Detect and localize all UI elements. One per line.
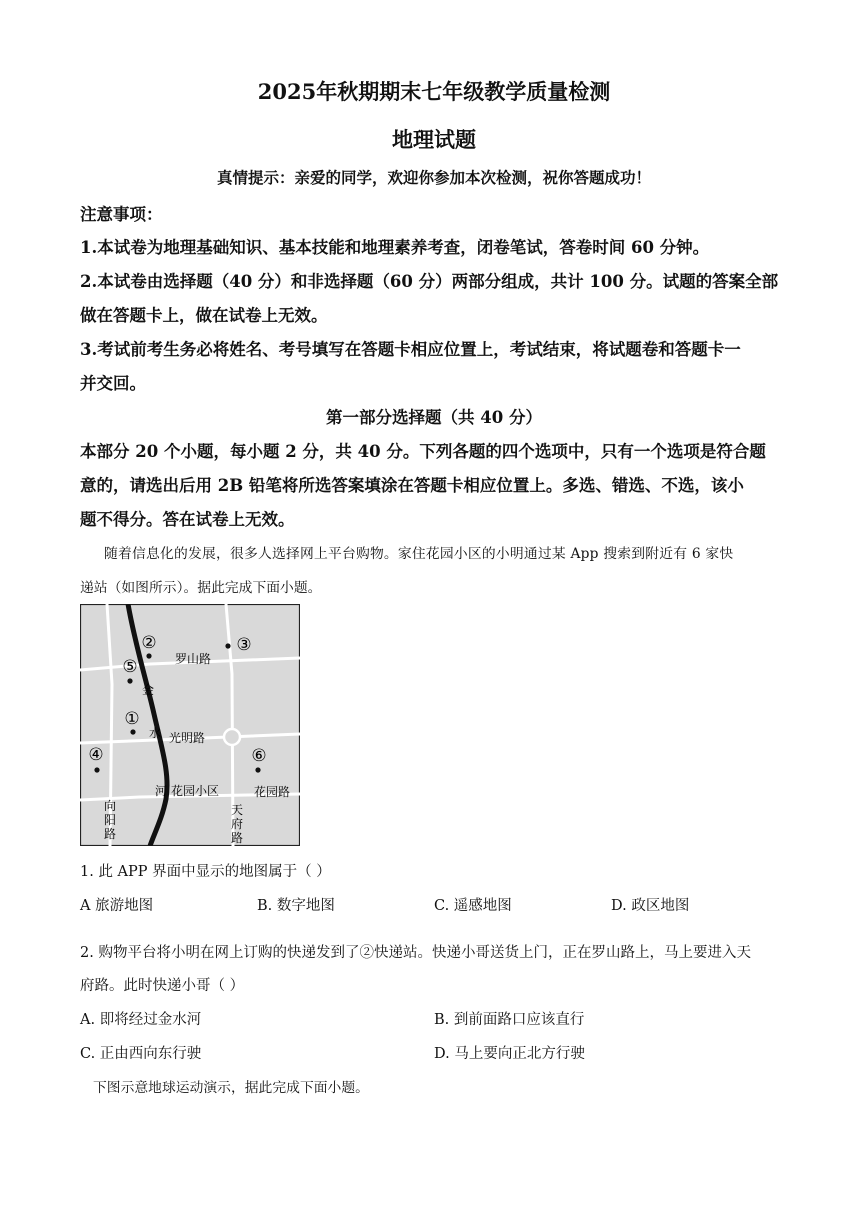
q1-stem: 1. 此 APP 界面中显示的地图属于（ ）	[80, 864, 331, 880]
station-1-dot	[130, 729, 135, 734]
guangming-road-label: 光明路	[169, 731, 206, 745]
tianfu-road-label-2: 府	[231, 817, 244, 831]
q2-stem-line-1: 2. 购物平台将小明在网上订购的快递发到了②快递站。快递小哥送货上门，正在罗山路上，马上要进入天	[80, 945, 751, 961]
xiangyang-road-label-2: 阳	[104, 813, 117, 827]
q2-option-b[interactable]: B. 到前面路口应该直行	[434, 1012, 585, 1028]
huayuan-road-label: 花园路	[254, 785, 291, 799]
q1-option-a[interactable]: A 旅游地图	[80, 898, 154, 914]
q2-option-c[interactable]: C. 正由西向东行驶	[80, 1046, 202, 1062]
subject-title: 地理试题	[392, 127, 476, 152]
q1-option-c[interactable]: C. 遥感地图	[434, 898, 512, 914]
station-5-dot	[127, 678, 132, 683]
material1-line-1: 随着信息化的发展，很多人选择网上平台购物。家住花园小区的小明通过某 App 搜索到附近有 6 家快	[104, 546, 734, 562]
station-5-label: ⑤	[122, 657, 138, 677]
q1-option-b[interactable]: B. 数字地图	[257, 898, 335, 914]
q2-stem-line-2: 府路。此时快递小哥（ ）	[80, 978, 245, 994]
note-1: 1.本试卷为地理基础知识、基本技能和地理素养考查，闭卷笔试，答卷时间 60 分钟。	[80, 238, 710, 257]
q1-option-d[interactable]: D. 政区地图	[611, 898, 690, 914]
river-label-1: 金	[142, 683, 155, 697]
river-label-2: 水	[149, 726, 162, 740]
note-3-line-2: 并交回。	[80, 374, 146, 393]
station-3-label: ③	[236, 635, 252, 655]
station-6-dot	[255, 767, 260, 772]
part1-intro-line-1: 本部分 20 个小题，每小题 2 分，共 40 分。下列各题的四个选项中，只有一个选项是符合题	[80, 442, 766, 461]
station-4-label: ④	[88, 745, 104, 765]
part1-intro-line-3: 题不得分。答在试卷上无效。	[80, 510, 295, 529]
roundabout	[224, 729, 240, 745]
note-2-line-2: 做在答题卡上，做在试卷上无效。	[80, 306, 328, 325]
note-3-line-1: 3.考试前考生务必将姓名、考号填写在答题卡相应位置上，考试结束，将试题卷和答题卡一	[80, 340, 741, 359]
material1-line-2: 递站（如图所示）。据此完成下面小题。	[80, 580, 322, 596]
part1-heading: 第一部分选择题（共 40 分）	[326, 408, 542, 427]
q2-option-a[interactable]: A. 即将经过金水河	[80, 1012, 202, 1028]
part1-intro-line-2: 意的，请选出后用 2B 铅笔将所选答案填涂在答题卡相应位置上。多选、错选、不选，该小	[80, 476, 744, 495]
exam-title: 2025年秋期期末七年级教学质量检测	[257, 79, 611, 104]
xiangyang-road-label-3: 路	[104, 827, 117, 841]
courier-station-map	[80, 604, 300, 846]
material2-line-1: 下图示意地球运动演示，据此完成下面小题。	[93, 1080, 369, 1096]
station-2-label: ②	[141, 633, 157, 653]
river-label-3: 河	[155, 784, 168, 798]
station-4-dot	[94, 767, 99, 772]
station-2-dot	[146, 653, 151, 658]
station-1-label: ①	[124, 709, 140, 729]
tip-line: 真情提示：亲爱的同学，欢迎你参加本次检测，祝你答题成功！	[216, 168, 651, 187]
xiangyang-road-label-1: 向	[104, 799, 117, 813]
luoshan-road-label: 罗山路	[175, 652, 212, 666]
q2-option-d[interactable]: D. 马上要向正北方行驶	[434, 1046, 585, 1062]
notes-heading: 注意事项：	[80, 205, 163, 224]
tianfu-road-label-1: 天	[231, 803, 244, 817]
tianfu-road-label-3: 路	[231, 831, 244, 845]
note-2-line-1: 2.本试卷由选择题（40 分）和非选择题（60 分）两部分组成，共计 100 分。试题的答案全部	[80, 272, 779, 291]
station-6-label: ⑥	[251, 746, 267, 766]
community-label: 花园小区	[171, 784, 220, 798]
station-3-dot	[225, 643, 230, 648]
